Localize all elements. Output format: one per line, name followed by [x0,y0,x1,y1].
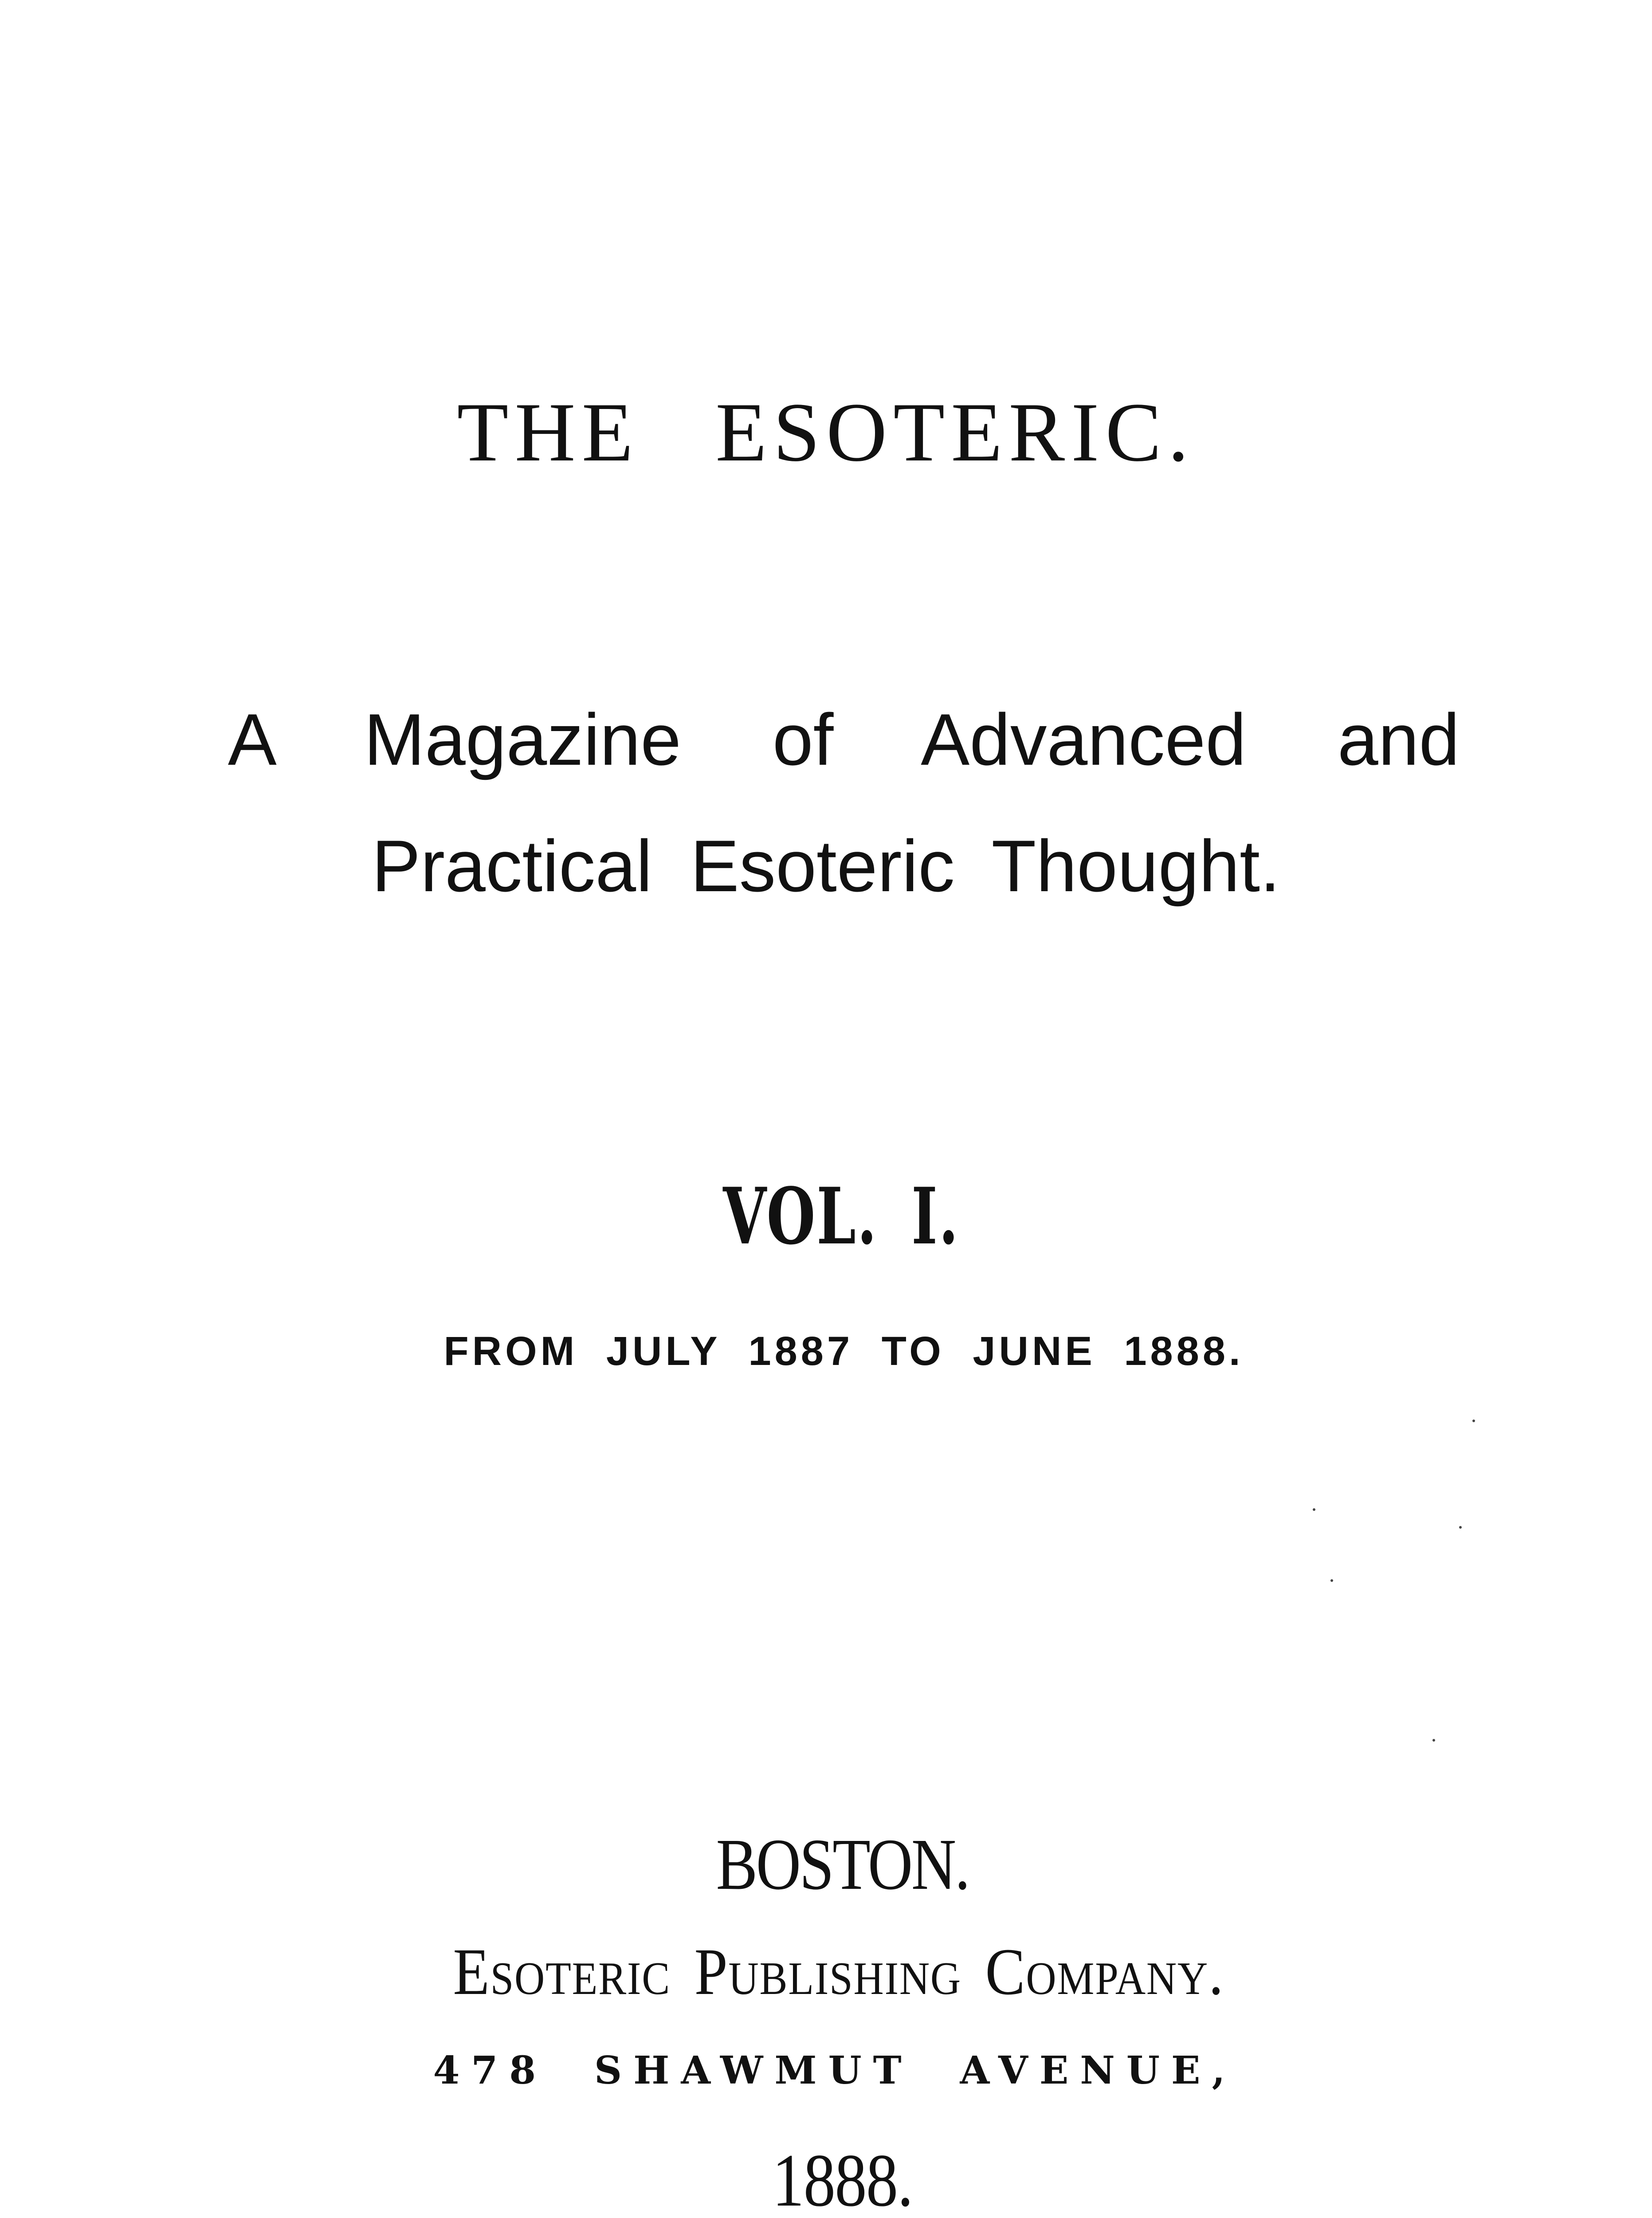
publisher-address: 478 SHAWMUT AVENUE, [433,2048,1237,2093]
publication-year: 1888. [772,2139,913,2218]
scan-speck [1459,1526,1462,1529]
subtitle-line-1: A Magazine of Advanced and [228,699,1460,780]
scan-speck [1313,1508,1315,1511]
subtitle-line-2: Practical Esoteric Thought. [372,825,1280,907]
publication-city: BOSTON. [716,1824,969,1905]
scan-speck [1472,1420,1475,1422]
magazine-title: THE ESOTERIC. [457,386,1195,479]
scan-speck [1432,1739,1435,1742]
volume-number: VOL. I. [723,1171,960,1262]
publisher-name: Esoteric Publishing Company. [453,1935,1224,2009]
date-range: FROM JULY 1887 TO JUNE 1888. [443,1329,1244,1374]
scan-speck [1330,1579,1333,1582]
